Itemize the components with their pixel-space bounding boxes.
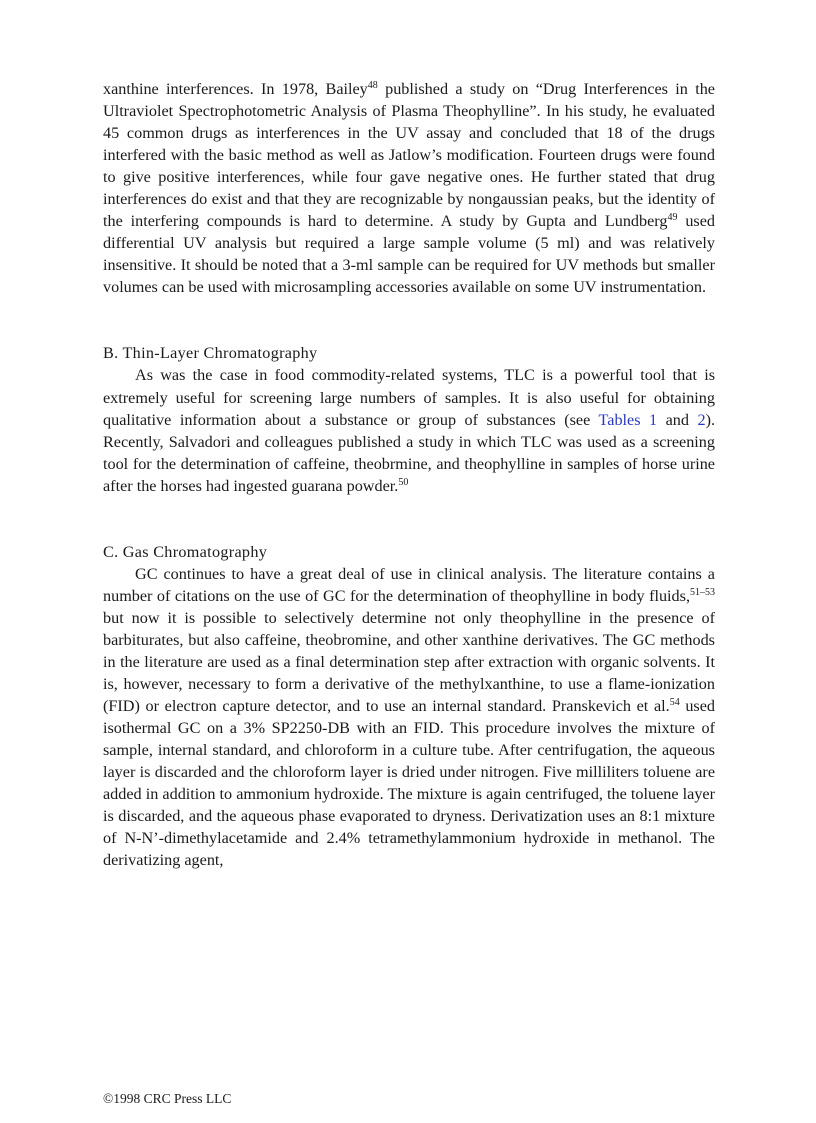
citation-ref: 50 [398, 476, 409, 488]
paragraph-text: published a study on “Drug Interferences in the Ultraviolet Spectrophotometric Analysis of Plasma Theophylline”. In his study, he evaluated 45 common drugs as interferences in the UV assay and concluded that 18 of the drugs interfered with the basic method as well as Jatlow’s modification. Fourteen drugs were found to give positive interferences, while four gave negative ones. He further stated that drug interferences do exist and that they are recognizable by nongaussian peaks, but the identity of the interfering compounds is hard to determine. A study by Gupta and Lundberg [103, 80, 715, 231]
paragraph-text: xanthine interferences. In 1978, Bailey [103, 80, 368, 98]
paragraph-text: and [657, 410, 698, 429]
paragraph-text: used isothermal GC on a 3% SP2250-DB with an FID. This procedure involves the mixture of sample, internal standard, and chloroform in a culture tube. After centrifugation, the aqueous layer is discarded and the chloroform layer is dried under nitrogen. Five milliliters toluene are added in addition to ammonium hydroxide. The mixture is again centrifuged, the toluene layer is discarded, and the aqueous phase evaporated to dryness. Derivatization uses an 8:1 mixture of N-N’-dimethylacetamide and 2.4% tetramethylammonium hydroxide in methanol. The derivatizing agent, [103, 697, 716, 870]
section-heading-gc: C. Gas Chromatography [103, 542, 268, 561]
table-2-link[interactable]: 2 [697, 410, 706, 429]
paragraph-uv-interferences [103, 78, 715, 298]
page-body [103, 78, 715, 871]
copyright-footer: ©1998 CRC Press LLC [103, 1091, 232, 1106]
paragraph-text: but now it is possible to selectively determine not only theophylline in the presence of barbiturates, but also caffeine, theobromine, and other xanthine derivatives. The GC methods in the literature are used as a final determination step after extraction with organic solvents. It is, however, necessary to form a derivative of the methylxanthine, to use a flame-ionization (FID) or electron capture detector, and to use an internal standard. Pranskevich et al. [103, 608, 715, 716]
citation-ref: 54 [669, 697, 680, 709]
paragraph-tlc [103, 364, 715, 496]
tables-1-link[interactable]: Tables 1 [598, 410, 658, 429]
section-heading-tlc: B. Thin-Layer Chromatography [103, 344, 318, 363]
paragraph-text: As was the case in food commodity-related systems, TLC is a powerful tool that is extremely useful for screening large numbers of samples. It is also useful for obtaining qualitative information about a substance or group of substances (see [103, 366, 715, 429]
paragraph-text: ). Recently, Salvadori and colleagues published a study in which TLC was used as a screening tool for the determination of caffeine, theobrmine, and theophylline in samples of horse urine after the horses had ingested guarana powder. [103, 410, 715, 495]
citation-ref: 51–53 [690, 586, 715, 598]
paragraph-text: GC continues to have a great deal of use in clinical analysis. The literature contains a number of citations on the use of GC for the determination of theophylline in body fluids, [103, 564, 715, 605]
citation-ref: 48 [367, 80, 378, 91]
paragraph-gc [103, 563, 715, 872]
citation-ref: 49 [667, 212, 678, 224]
paragraph-text: used differential UV analysis but required a large sample volume (5 ml) and was relatively insensitive. It should be noted that a 3-ml sample can be required for UV methods but smaller volumes can be used with microsampling accessories available on some UV instrumentation. [103, 212, 715, 297]
